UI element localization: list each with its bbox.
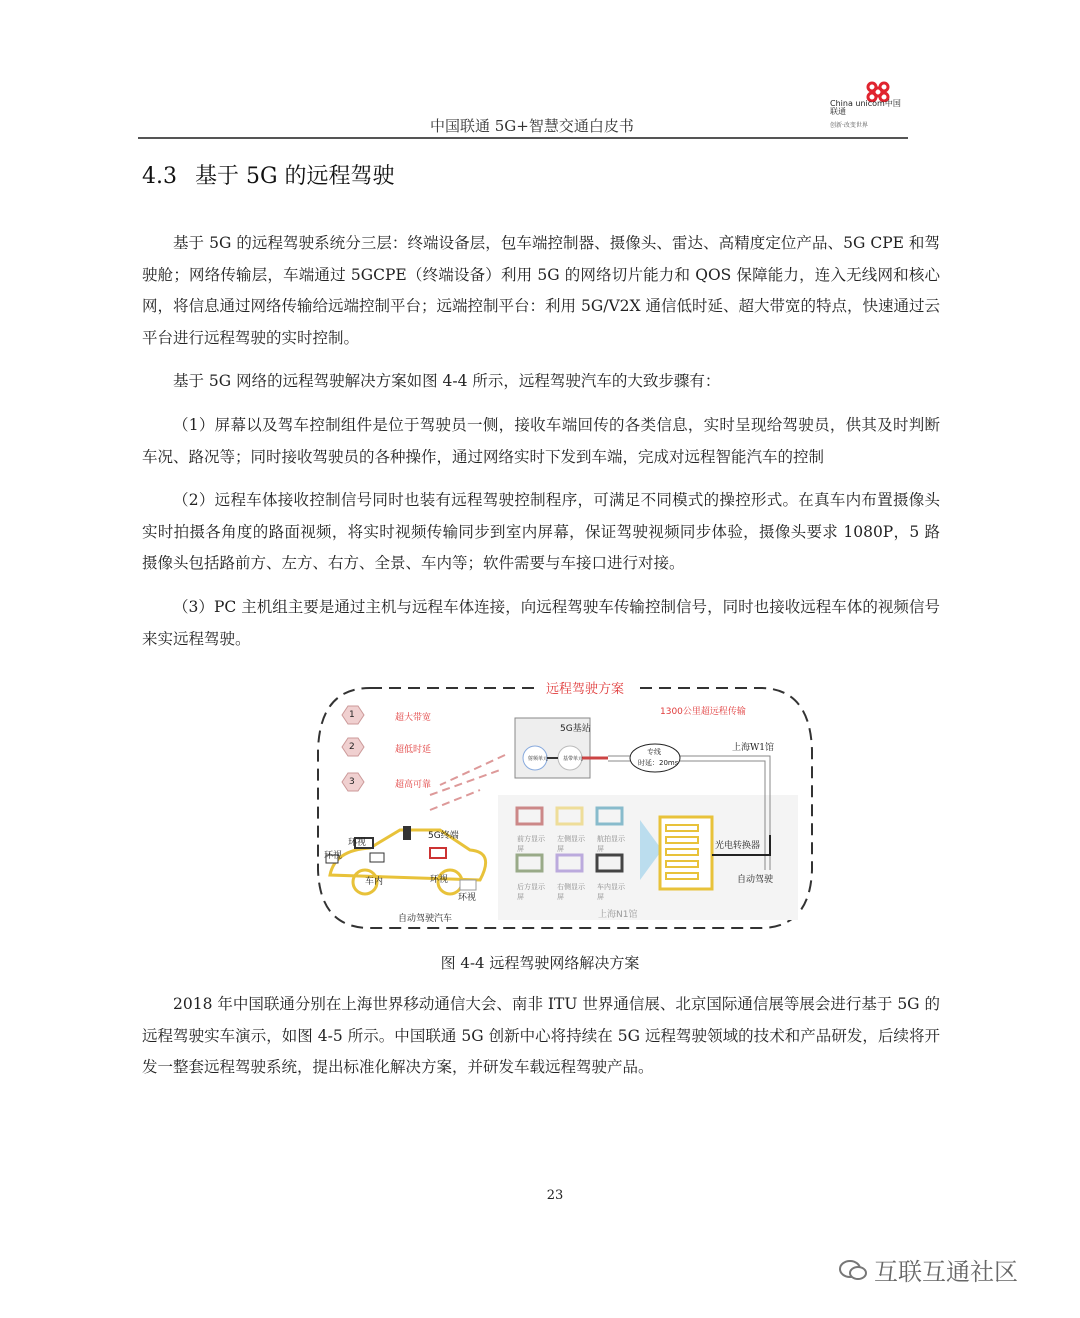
china-unicom-logo: [828, 80, 908, 130]
watermark-text: 互联互通社区: [874, 1258, 1018, 1286]
feature-number: 3: [349, 777, 355, 787]
camera-label: 车内: [365, 877, 384, 887]
feature-label: 超大带宽: [395, 713, 432, 723]
remote-driving-diagram: [310, 670, 820, 935]
cloud-latency: 时延：20ms: [638, 759, 679, 767]
converter-label: 光电转换器: [715, 841, 761, 851]
rf-unit-label: 射频单元: [528, 756, 549, 762]
cloud-label: 专线: [647, 748, 661, 756]
paragraph: （3）PC 主机组主要是通过主机与远程车体连接，向远程驾驶车传输控制信号，同时也接收远程车体的视频信号来实远程驾驶。: [142, 598, 940, 648]
logo-slogan: 创新·改变世界: [830, 122, 868, 129]
camera-label: 环视: [458, 893, 477, 903]
section-number: 4.3: [142, 164, 177, 189]
header-rule: [138, 137, 908, 139]
camera-label: 环视: [430, 875, 449, 885]
figure-caption: 图 4-4 远程驾驶网络解决方案: [440, 954, 640, 972]
auto-driving-label: 自动驾驶: [737, 875, 774, 885]
paragraph: 基于 5G 的远程驾驶系统分三层：终端设备层，包车端控制器、摄像头、雷达、高精度定位产品、5G CPE 和驾驶舱；网络传输层，车端通过 5GCPE（终端设备）利用 5G 的网络切片能力和 QOS 保障能力，连入无线网和核心网，将信息通过网络传输给远端控制平台；远端控制平台：利用 5G/V2X 通信低时延、超大带宽的特点，快速通过云平台进行远程驾驶的实时控制。: [142, 234, 940, 347]
car-label: 自动驾驶汽车: [398, 914, 453, 924]
watermark: [838, 1252, 1018, 1287]
diagram-title: 远程驾驶方案: [542, 678, 628, 697]
screen-label: 航拍显示屏: [597, 835, 625, 853]
bb-unit-label: 基带单元: [563, 756, 584, 762]
camera-label: 环视: [324, 851, 343, 861]
paragraph: （1）屏幕以及驾车控制组件是位于驾驶员一侧，接收车端回传的各类信息，实时呈现给驾驶员，供其及时判断车况、路况等；同时接收驾驶员的各种操作，通过网络实时下发到车端，完成对远程智能汽车的控制: [142, 416, 940, 466]
feature-label: 超低时延: [395, 745, 432, 755]
w1-hall-label: 上海W1馆: [732, 743, 774, 753]
feature-label: 超高可靠: [395, 780, 432, 790]
base-station-label: 5G基站: [560, 724, 591, 734]
feature-number: 1: [349, 710, 355, 720]
camera-label: 环视: [348, 838, 367, 848]
running-header: 中国联通 5G+智慧交通白皮书: [430, 117, 634, 135]
section-heading: [142, 159, 413, 190]
paragraph: （2）远程车体接收控制信号同时也装有远程驾驶控制程序，可满足不同模式的操控形式。在真车内布置摄像头实时拍摄各角度的路面视频，将实时视频传输同步到室内屏幕，保证驾驶视频同步体验，摄像头要求 1080P，5 路摄像头包括路前方、左方、右方、全景、车内等；软件需要与车接口进行对接。: [142, 491, 940, 572]
paragraph: 2018 年中国联通分别在上海世界移动通信大会、南非 ITU 世界通信展、北京国际通信展等展会进行基于 5G 的远程驾驶实车演示，如图 4-5 所示。中国联通 5G 创新中心将持续在 5G 远程驾驶领域的技术和产品研发，后续将开发一整套远程驾驶系统，提出标准化解决方案，并研发车载远程驾驶产品。: [142, 995, 940, 1076]
screen-label: 左侧显示屏: [557, 835, 585, 853]
n1-hall-label: 上海N1馆: [598, 910, 638, 920]
page-number: 23: [546, 1188, 564, 1203]
screen-label: 车内显示屏: [597, 883, 625, 901]
screen-label: 右侧显示屏: [557, 883, 585, 901]
screen-label: 后方显示屏: [517, 883, 545, 901]
screen-label: 前方显示屏: [517, 835, 545, 853]
paragraph: 基于 5G 网络的远程驾驶解决方案如图 4-4 所示，远程驾驶汽车的大致步骤有：: [173, 372, 721, 390]
section-title: 基于 5G 的远程驾驶: [195, 164, 395, 189]
logo-text: China unicom中国联通: [830, 99, 901, 116]
terminal-label: 5G终端: [428, 831, 459, 841]
transmission-label: 1300公里超远程传输: [660, 707, 746, 717]
wechat-icon: [838, 1258, 868, 1282]
feature-number: 2: [349, 742, 355, 752]
